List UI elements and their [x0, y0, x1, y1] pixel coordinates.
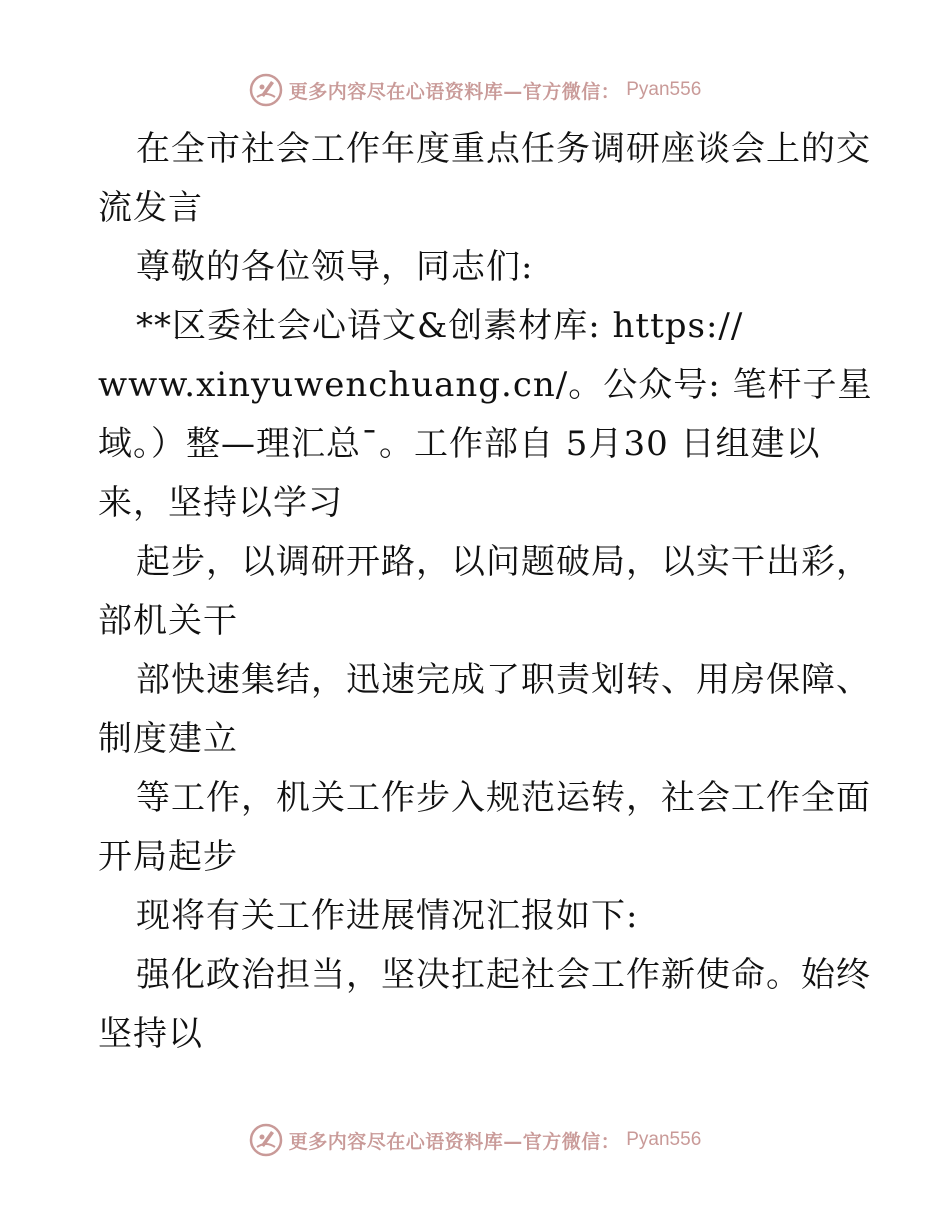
book-pen-logo-icon — [249, 73, 283, 107]
paragraph-line: 坚持以 — [98, 1014, 203, 1054]
header-watermark — [0, 70, 950, 110]
document-body — [98, 120, 873, 1064]
paragraph-line: 开局起步 — [98, 837, 238, 877]
paragraph-line: **区委社会心语文&创素材库: https:// — [136, 306, 744, 346]
paragraph-line: 部机关干 — [98, 601, 238, 641]
salutation: 尊敬的各位领导，同志们: — [136, 247, 534, 287]
watermark-text: 更多内容尽在心语资料库—官方微信： — [288, 80, 621, 103]
paragraph-line: www.xinyuwenchuang.cn/。公众号: 笔杆子星 — [98, 365, 873, 405]
watermark-handle: Pyan556 — [626, 1129, 702, 1150]
paragraph-line: 部快速集结，迅速完成了职责划转、用房保障、 — [136, 660, 871, 700]
watermark-handle: Pyan556 — [626, 79, 702, 100]
watermark-text: 更多内容尽在心语资料库—官方微信： — [288, 1130, 621, 1153]
book-pen-logo-icon — [249, 1123, 283, 1157]
title-line-1: 在全市社会工作年度重点任务调研座谈会上的交 — [136, 129, 871, 169]
paragraph-line: 制度建立 — [98, 719, 238, 759]
paragraph-line: 等工作，机关工作步入规范运转，社会工作全面 — [136, 778, 871, 818]
paragraph-line: 域。）整—理汇总¯。工作部自 5月30 日组建以 — [98, 424, 821, 464]
paragraph-line: 强化政治担当，坚决扛起社会工作新使命。始终 — [136, 955, 871, 995]
footer-watermark — [0, 1120, 950, 1160]
paragraph-line: 现将有关工作进展情况汇报如下: — [136, 896, 639, 936]
paragraph-line: 起步，以调研开路，以问题破局，以实干出彩， — [136, 542, 871, 582]
paragraph-line: 来，坚持以学习 — [98, 483, 343, 523]
title-line-2: 流发言 — [98, 188, 203, 228]
